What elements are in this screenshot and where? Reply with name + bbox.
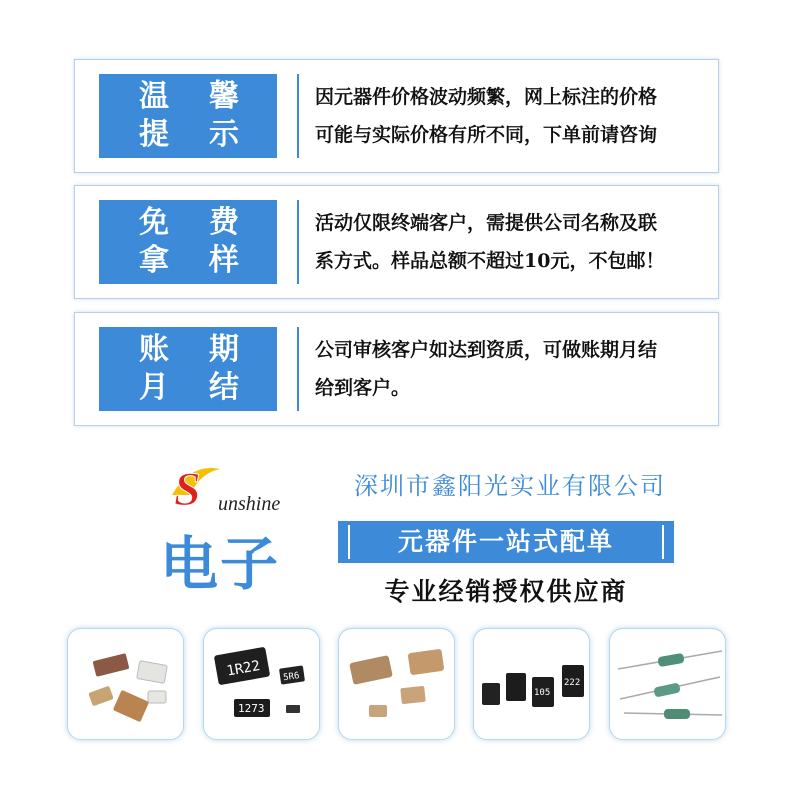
tag-char: 温	[139, 79, 169, 114]
tag-char: 结	[209, 370, 239, 405]
resistor-array-image	[68, 629, 184, 740]
tag-char: 馨	[209, 79, 239, 114]
logo-letter: S	[174, 463, 201, 515]
chip-resistor-image	[204, 629, 320, 740]
chip-label: 1R22	[225, 657, 262, 680]
product-tile-chip-resistor[interactable]	[203, 628, 320, 740]
notice-divider	[297, 74, 299, 158]
capacitor-image	[339, 629, 455, 740]
notice-tag	[99, 74, 277, 158]
product-tile-axial-resistor[interactable]	[609, 628, 726, 740]
notice-tag	[99, 327, 277, 411]
company-name: 深圳市鑫阳光实业有限公司	[354, 472, 666, 500]
notice-text-line: 活动仅限终端客户，需提供公司名称及联	[315, 212, 658, 234]
notice-divider	[297, 327, 299, 411]
brand-logo-block	[160, 455, 300, 598]
chip-label: 222	[564, 678, 581, 688]
tag-char: 费	[209, 205, 239, 240]
tag-char: 月	[139, 370, 169, 405]
tag-char: 示	[209, 117, 239, 152]
notice-divider	[297, 200, 299, 284]
logo-word: unshine	[218, 493, 281, 515]
notice-box-sample	[74, 185, 719, 299]
brand-big-text: 电子	[160, 530, 281, 598]
notice-text-line: 系方式。样品总额不超过10元，不包邮！	[315, 250, 665, 272]
notice-text-line: 因元器件价格波动频繁，网上标注的价格	[315, 86, 658, 108]
tag-char: 样	[209, 243, 239, 278]
chip-label: 1273	[238, 702, 265, 715]
notice-text	[315, 204, 710, 280]
product-tile-resistor-array[interactable]	[67, 628, 184, 740]
supplier-text: 专业经销授权供应商	[384, 577, 628, 606]
banner	[338, 521, 674, 563]
tag-char: 拿	[139, 243, 169, 278]
tag-char: 账	[139, 332, 169, 367]
product-tile-resistor-network[interactable]	[473, 628, 590, 740]
notice-box-price	[74, 59, 719, 173]
notice-text	[315, 78, 710, 154]
chip-label: 105	[534, 688, 551, 698]
notice-text-line: 给到客户。	[315, 377, 411, 399]
banner-text: 元器件一站式配单	[397, 527, 614, 556]
tag-char: 提	[139, 117, 169, 152]
chip-label: 5R6	[282, 671, 301, 684]
notice-tag	[99, 200, 277, 284]
tag-char: 免	[139, 205, 169, 240]
product-tile-capacitor[interactable]	[338, 628, 455, 740]
notice-box-credit	[74, 312, 719, 426]
notice-text-line: 公司审核客户如达到资质，可做账期月结	[315, 339, 658, 361]
notice-text	[315, 331, 710, 407]
notice-text-line: 可能与实际价格有所不同，下单前请咨询	[315, 124, 658, 146]
tag-char: 期	[209, 332, 239, 367]
axial-resistor-image	[610, 629, 726, 740]
resistor-network-image	[474, 629, 590, 740]
